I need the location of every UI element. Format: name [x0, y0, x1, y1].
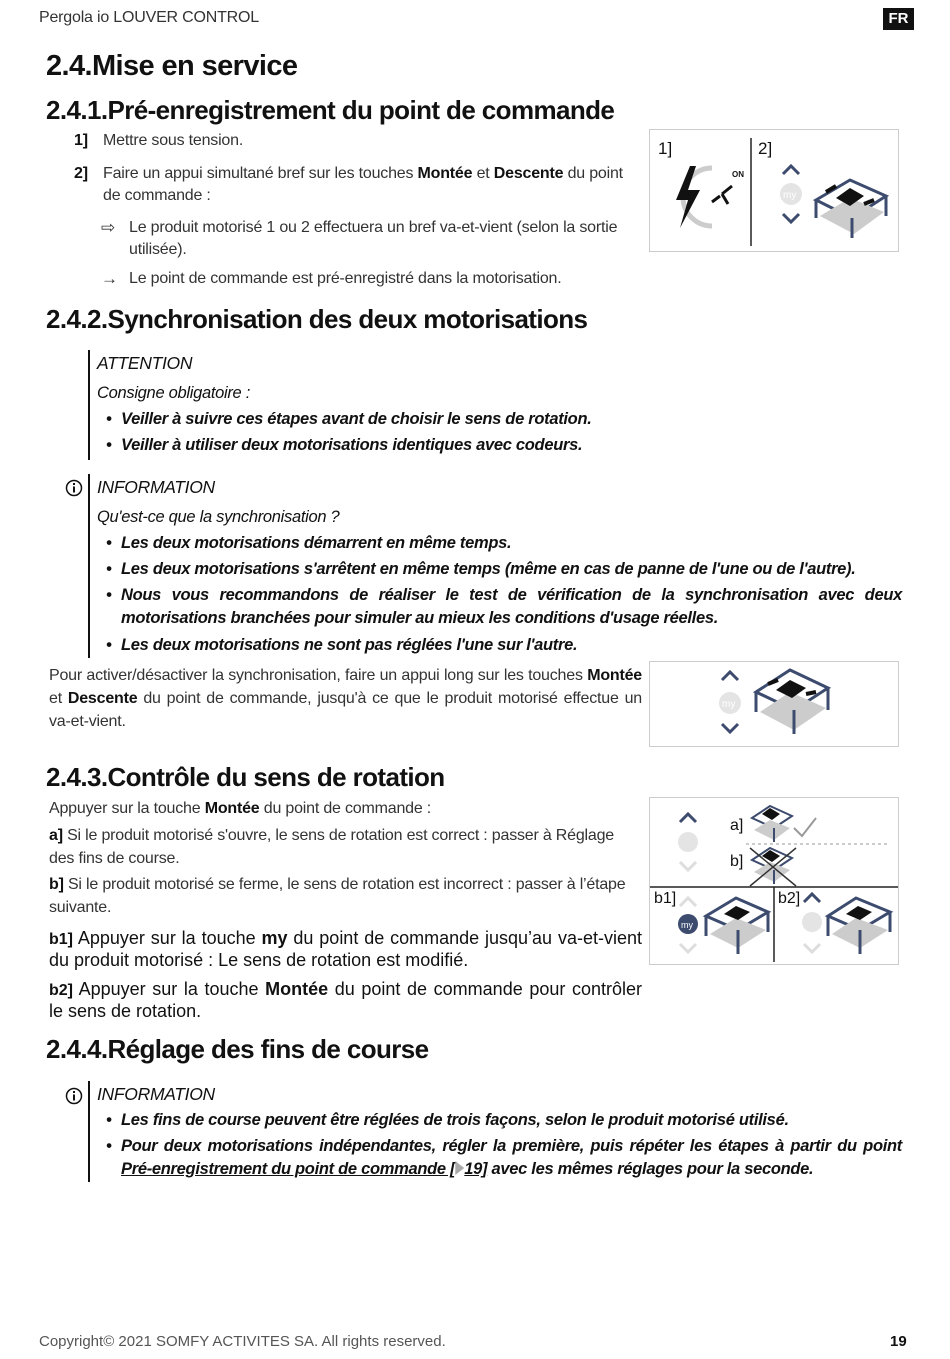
remote-buttons — [802, 894, 822, 952]
list-item: • Veiller à utiliser deux motorisations identiques avec codeurs. — [97, 432, 902, 458]
pergola-icon — [706, 898, 768, 954]
sync-instructions: Pour activer/désactiver la synchronisation, faire un appui long sur les touches Montée et Descente du point de commande, jusqu'à ce que le produit motorisé effectue un va-et-vient. — [49, 667, 642, 730]
case-label: b2] — [49, 982, 73, 999]
figure-label-a: a] — [730, 817, 744, 834]
attention-subtitle: Consigne obligatoire : — [97, 384, 251, 402]
step-1 — [74, 130, 644, 152]
remote-buttons — [780, 166, 802, 222]
figure-power-and-remote — [649, 129, 899, 252]
step-number: 1] — [74, 132, 88, 149]
button-name: Montée — [265, 979, 329, 999]
figure-rotation-check — [649, 797, 899, 965]
pergola-icon — [756, 670, 828, 734]
list-item: • Nous vous recommandons de réaliser le test de vérification de la synchronisation avec deux motorisations branchées pour simuler au mieux les conditions d'usage réelles. — [97, 584, 902, 630]
figure-label-b: b] — [730, 853, 744, 870]
button-name: Montée — [204, 800, 260, 817]
step-text: Mettre sous tension. — [103, 132, 244, 149]
figure-label-1: 1] — [658, 139, 673, 158]
case-label: a] — [49, 827, 63, 844]
figure-drawing — [650, 798, 898, 964]
rotation-intro: Appuyer sur la touche Montée du point de commande : — [49, 800, 432, 817]
section-title-2-4-1: 2.4.1.Pré-enregistrement du point de commande — [46, 95, 615, 125]
language-badge: FR — [883, 8, 914, 30]
step-number: 2] — [74, 165, 88, 182]
pergola-icon — [828, 898, 890, 954]
arrow-right-icon: → — [101, 269, 118, 288]
button-name: Descente — [67, 690, 138, 707]
info-subtitle: Qu'est-ce que la synchronisation ? — [97, 508, 340, 526]
attention-title: ATTENTION — [97, 353, 193, 373]
case-b2: b2] Appuyer sur la touche Montée du point de commande pour contrôler le sens de rotation. — [49, 979, 642, 1021]
cross-reference-link[interactable]: Pré-enregistrement du point de commande [ 19] — [121, 1160, 488, 1178]
figure-label-b2: b2] — [778, 890, 801, 907]
button-name: Montée — [587, 667, 642, 684]
footer-copyright: Copyright© 2021 SOMFY ACTIVITES SA. All rights reserved. — [39, 1333, 446, 1350]
information-box-sync — [88, 474, 902, 658]
info-list — [97, 1107, 902, 1181]
figure-drawing — [650, 130, 898, 251]
section-title-2-4: 2.4.Mise en service — [46, 50, 298, 82]
figure-label-b1: b1] — [654, 890, 677, 907]
case-label: b] — [49, 876, 64, 893]
figure-drawing — [650, 662, 898, 746]
pergola-closed-icon — [750, 848, 796, 886]
attention-list — [97, 406, 902, 458]
remote-buttons — [719, 672, 741, 732]
pergola-icon — [816, 180, 886, 238]
step-2: 2] Faire un appui simultané bref sur les touches Montée et Descente du point de commande : — [74, 165, 623, 204]
figure-sync — [649, 661, 899, 747]
my-button-label: my — [722, 699, 736, 710]
result-final: → Le point de commande est pré-enregistré dans la motorisation. — [101, 269, 562, 288]
document-header: Pergola io LOUVER CONTROL — [39, 9, 259, 26]
case-b: b] Si le produit motorisé se ferme, le sens de rotation est incorrect : passer à l’étape suivante. — [49, 876, 626, 916]
info-icon — [65, 479, 83, 502]
list-item: • Veiller à suivre ces étapes avant de choisir le sens de rotation. — [97, 406, 902, 432]
figure-label-2: 2] — [758, 139, 773, 158]
info-title: INFORMATION — [97, 477, 215, 497]
list-item: • Pour deux motorisations indépendantes, régler la première, puis répéter les étapes à partir du point Pré-enregistrement du point de commande [ 19] avec les mêmes réglages pour la seconde. — [97, 1135, 902, 1181]
outline-arrow-icon: ⇨ — [101, 218, 116, 237]
section-title-2-4-4: 2.4.4.Réglage des fins de course — [46, 1034, 429, 1064]
attention-box — [88, 350, 902, 460]
info-list — [97, 530, 902, 658]
info-icon — [65, 1087, 83, 1110]
information-box-limits — [88, 1081, 902, 1182]
case-label: b1] — [49, 931, 73, 948]
remote-buttons — [678, 814, 698, 870]
my-button-label: my — [783, 190, 797, 201]
section-title-2-4-2: 2.4.2.Synchronisation des deux motorisations — [46, 304, 588, 334]
power-lightning-icon — [676, 166, 744, 228]
result-intermediate: ⇨ Le produit motorisé 1 ou 2 effectuera un bref va-et-vient (selon la sortie utilisée). — [101, 218, 618, 258]
my-button-label: my — [681, 920, 693, 930]
remote-buttons — [678, 898, 698, 952]
list-item: • Les deux motorisations démarrent en même temps. — [97, 530, 902, 556]
list-item: • Les deux motorisations s'arrêtent en même temps (même en cas de panne de l'une ou de l'autre). — [97, 556, 902, 582]
list-item: • Les deux motorisations ne sont pas réglées l'une sur l'autre. — [97, 632, 902, 658]
page-number: 19 — [890, 1333, 907, 1350]
page-reference-icon — [455, 1161, 464, 1175]
pergola-open-icon — [752, 806, 816, 842]
section-title-2-4-3: 2.4.3.Contrôle du sens de rotation — [46, 762, 445, 792]
button-name: Montée — [417, 165, 473, 182]
button-name: Descente — [493, 165, 564, 182]
case-a: a] Si le produit motorisé s'ouvre, le sens de rotation est correct : passer à Réglage des fins de course. — [49, 827, 615, 867]
info-title: INFORMATION — [97, 1084, 215, 1104]
case-b1: b1] Appuyer sur la touche my du point de commande jusqu’au va-et-vient du produit motorisé : Le sens de rotation est modifié. — [49, 928, 642, 970]
button-name: my — [261, 928, 288, 948]
list-item: • Les fins de course peuvent être réglées de trois façons, selon le produit motorisé utilisé. — [97, 1107, 902, 1133]
on-label: ON — [732, 170, 744, 179]
